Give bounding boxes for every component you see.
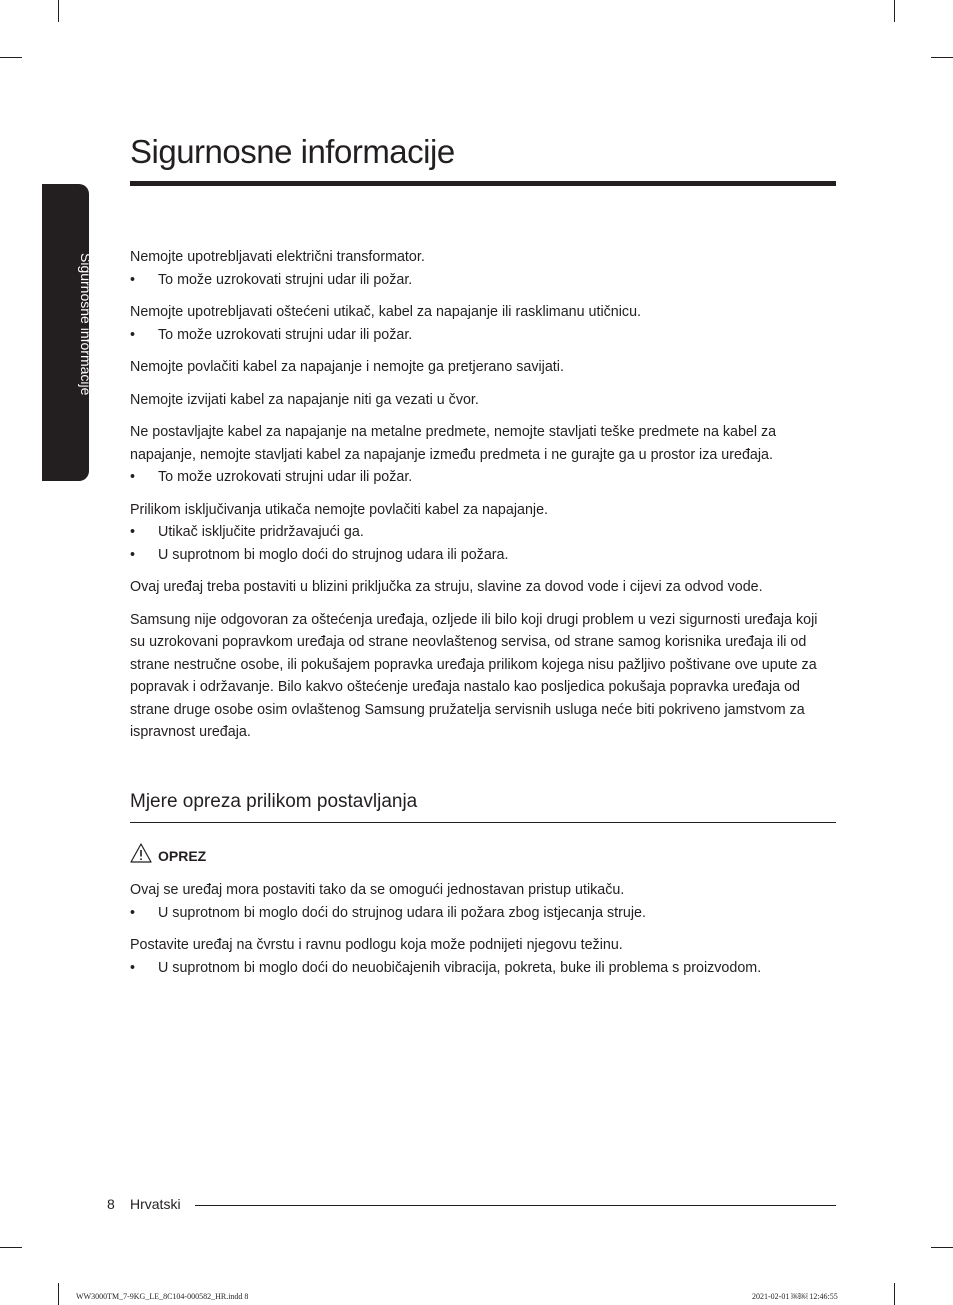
- title-rule: [130, 181, 836, 186]
- bullet-item: • To može uzrokovati strujni udar ili požar.: [130, 269, 836, 292]
- caution-label: OPREZ: [158, 847, 207, 864]
- paragraph: Nemojte upotrebljavati električni transformator.: [130, 249, 425, 265]
- bullet-item: • U suprotnom bi moglo doći do strujnog udara ili požara.: [130, 544, 836, 567]
- paragraph: Ne postavljajte kabel za napajanje na metalne predmete, nemojte stavljati teške predmete na kabel za napajanje, nemojte stavljati kabel za napajanje između predmeta i ne gurajte ga u prostor iza uređaja.: [130, 424, 777, 463]
- paragraph: Postavite uređaj na čvrstu i ravnu podlogu koja može podnijeti njegovu težinu.: [130, 937, 623, 953]
- bullet-list: [130, 269, 836, 292]
- bullet-list: [130, 902, 836, 925]
- side-tab-label: Sigurnosne informacije: [78, 253, 94, 396]
- crop-mark: [894, 1283, 895, 1305]
- section-rule: [130, 822, 836, 823]
- slug-timestamp: 2021-02-01 ￼￼ 12:46:55: [752, 1292, 838, 1301]
- footer-language: Hrvatski: [130, 1196, 181, 1212]
- bullet-list: [130, 466, 836, 489]
- bullet-list: [130, 957, 836, 980]
- crop-mark: [931, 57, 953, 58]
- bullet-item: • Utikač isključite pridržavajući ga.: [130, 521, 836, 544]
- bullet-list: [130, 521, 836, 566]
- main-content: [130, 246, 836, 754]
- bullet-item: • To može uzrokovati strujni udar ili požar.: [130, 466, 836, 489]
- caution-header: [130, 843, 206, 868]
- bullet-item: • U suprotnom bi moglo doći do strujnog udara ili požara zbog istjecanja struje.: [130, 902, 836, 925]
- crop-mark: [931, 1247, 953, 1248]
- page-title: Sigurnosne informacije: [130, 133, 455, 170]
- crop-mark: [58, 1283, 59, 1305]
- slug-file: WW3000TM_7-9KG_LE_8C104-000582_HR.indd 8: [76, 1292, 249, 1301]
- paragraph: Ovaj se uređaj mora postaviti tako da se omogući jednostavan pristup utikaču.: [130, 882, 625, 898]
- paragraph: Samsung nije odgovoran za oštećenja uređaja, ozljede ili bilo koji drugi problem u vezi sigurnosti uređaja koji su uzrokovani popravkom uređaja od strane neovlaštenog servisa, od strane samog korisnika uređaja ili od strane nestručne osobe, ili pokušajem popravka uređaja prilikom kojega nisu pažljivo poštivane ove upute za popravak i održavanje. Bilo kakvo oštećenje uređaja nastalo kao posljedica pokušaja popravka uređaja od strane druge osobe osim ovlaštenog Samsung pružatelja servisnih usluga neće biti pokriveno jamstvom za ispravnost uređaja.: [130, 611, 818, 740]
- footer-rule: [195, 1205, 836, 1206]
- paragraph: Prilikom isključivanja utikača nemojte povlačiti kabel za napajanje.: [130, 501, 548, 518]
- bullet-item: • To može uzrokovati strujni udar ili požar.: [130, 324, 836, 347]
- crop-mark: [0, 1247, 22, 1248]
- bullet-list: [130, 324, 836, 347]
- crop-mark: [0, 57, 22, 58]
- crop-mark: [894, 0, 895, 22]
- bullet-item: • U suprotnom bi moglo doći do neuobičajenih vibracija, pokreta, buke ili problema s proizvodom.: [130, 957, 836, 980]
- section-content: [130, 879, 836, 989]
- crop-mark: [58, 0, 59, 22]
- paragraph: Nemojte povlačiti kabel za napajanje i nemojte ga pretjerano savijati.: [130, 359, 564, 375]
- paragraph: Ovaj uređaj treba postaviti u blizini priključka za struju, slavine za dovod vode i cijevi za odvod vode.: [130, 579, 763, 595]
- paragraph: Nemojte upotrebljavati oštećeni utikač, kabel za napajanje ili rasklimanu utičnicu.: [130, 304, 641, 320]
- page-number: 8: [107, 1196, 115, 1212]
- section-title: Mjere opreza prilikom postavljanja: [130, 791, 418, 812]
- warning-triangle-icon: [130, 843, 152, 868]
- paragraph: Nemojte izvijati kabel za napajanje niti ga vezati u čvor.: [130, 391, 479, 408]
